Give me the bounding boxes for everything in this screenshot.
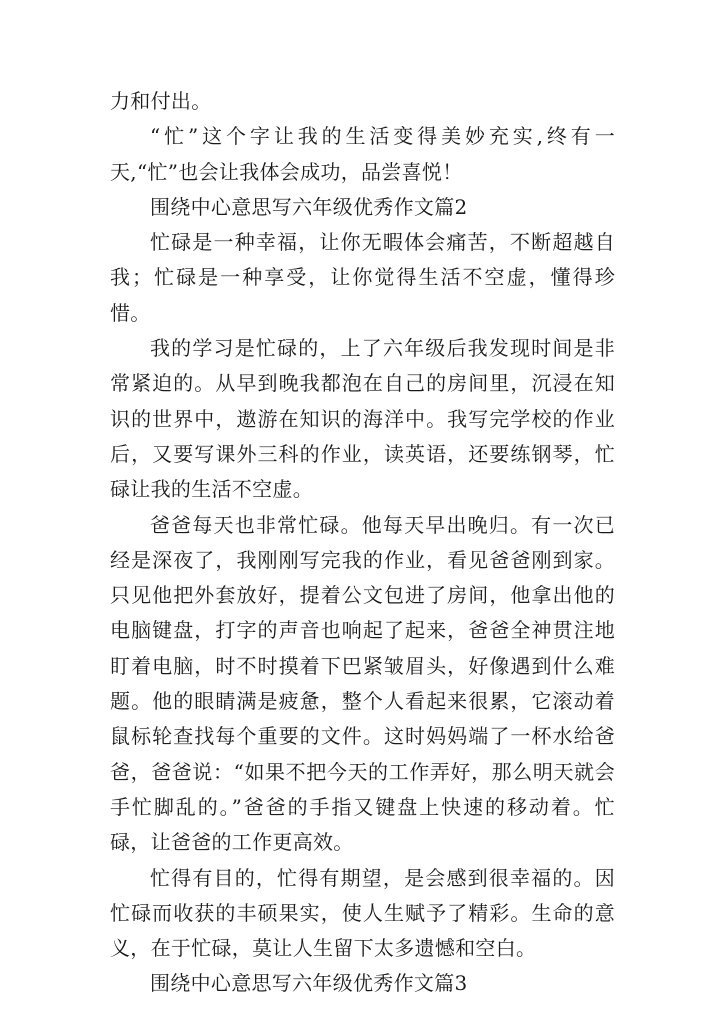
paragraph-busy-happiness: 忙碌是一种幸福，让你无暇体会痛苦，不断超越自我；忙碌是一种享受，让你觉得生活不空虚，懂得珍惜。 (110, 230, 615, 325)
essay-heading-2: 围绕中心意思写六年级优秀作文篇2 (150, 194, 468, 219)
paragraph-meaning-of-life: 忙得有目的，忙得有期望，是会感到很幸福的。因忙碌而收获的丰硕果实，使人生赋予了精彩。生命的意义，在于忙碌，莫让人生留下太多遗憾和空白。 (110, 865, 615, 961)
paragraph-father-busy: 爸爸每天也非常忙碌。他每天早出晚归。有一次已经是深夜了，我刚刚写完我的作业，看见爸爸刚到家。只见他把外套放好，提着公文包进了房间，他拿出他的电脑键盘，打字的声音也响起了起来，爸爸全神贯注地盯着电脑，时不时摸着下巴紧皱眉头，好像遇到什么难题。他的眼睛满是疲惫，整个人看起来很累，它滚动着鼠标轮查找每个重要的文件。这时妈妈端了一杯水给爸爸，爸爸说：“如果不把今天的工作弄好，那么明天就会手忙脚乱的。”爸爸的手指又键盘上快速的移动着。忙碌，让爸爸的工作更高效。 (110, 512, 615, 855)
paragraph-continuation: 力和付出。 (110, 89, 212, 113)
paragraph-my-study: 我的学习是忙碌的，上了六年级后我发现时间是非常紧迫的。从早到晚我都泡在自己的房间里，沉浸在知识的世界中，遨游在知识的海洋中。我写完学校的作业后，又要写课外三科的作业，读英语，还要练钢琴，忙碌让我的生活不空虚。 (110, 336, 615, 502)
paragraph-busy-conclusion: “忙”这个字让我的生活变得美妙充实,终有一天,“忙”也会让我体会成功，品尝喜悦！ (110, 124, 615, 184)
document-body (110, 84, 615, 1002)
essay-heading-3: 围绕中心意思写六年级优秀作文篇3 (150, 971, 468, 996)
